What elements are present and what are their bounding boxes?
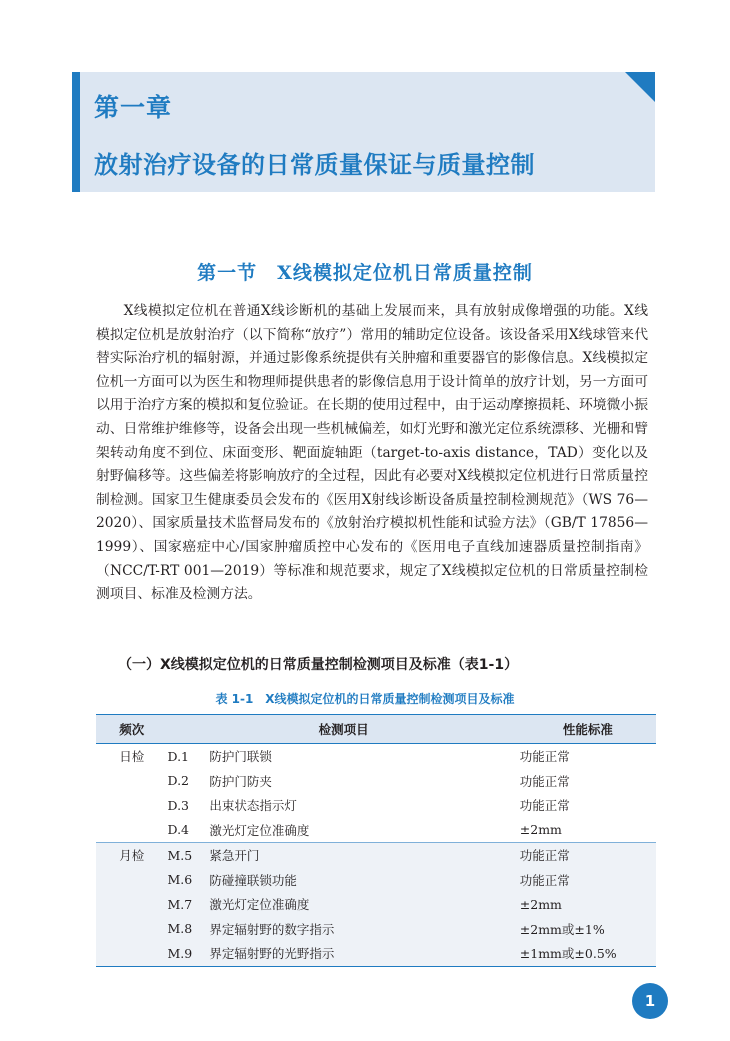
item-cell: 紧急开门 (209, 843, 519, 868)
table-caption: 表 1-1 X线模拟定位机的日常质量控制检测项目及标准 (215, 692, 515, 706)
section-title: 第一节 X线模拟定位机日常质量控制 (197, 262, 533, 284)
subheading: （一）X线模拟定位机的日常质量控制检测项目及标准（表1-1） (118, 657, 519, 673)
code-cell: D.4 (167, 822, 190, 838)
item-cell: 防护门联锁 (209, 744, 519, 769)
code-cell: M.6 (168, 868, 210, 893)
table-row (96, 818, 656, 843)
banner-accent-bar (72, 72, 80, 192)
item-cell: 防碰撞联锁功能 (209, 868, 519, 893)
item-cell: 界定辐射野的光野指示 (209, 941, 519, 966)
table-row (96, 843, 656, 868)
chapter-banner (72, 72, 655, 192)
standard-cell: 功能正常 (519, 773, 570, 789)
item-cell: 出束状态指示灯 (209, 798, 297, 814)
standard-cell: ±1mm或±0.5% (520, 941, 656, 966)
chapter-title: 放射治疗设备的日常质量保证与质量控制 (94, 151, 535, 179)
item-cell: 界定辐射野的数字指示 (209, 917, 519, 942)
table-row (96, 868, 656, 893)
chapter-number: 第一章 (94, 93, 173, 122)
code-cell: D.2 (167, 773, 190, 789)
monthly-group (96, 843, 656, 967)
code-cell: M.7 (168, 892, 210, 917)
table-row (96, 744, 656, 769)
standard-cell: 功能正常 (520, 868, 656, 893)
table-row (96, 941, 656, 966)
standard-cell: ±2mm (519, 822, 562, 838)
table-header-row (96, 715, 656, 744)
table-row (96, 892, 656, 917)
header-standard: 性能标准 (520, 715, 656, 744)
standard-cell: 功能正常 (520, 744, 656, 769)
code-cell: D.3 (167, 797, 190, 813)
standard-cell: 功能正常 (519, 798, 570, 814)
code-cell: D.1 (168, 744, 210, 769)
code-cell: M.5 (168, 843, 210, 868)
freq-cell: 月检 (96, 843, 168, 868)
header-item: 检测项目 (168, 715, 520, 744)
body-paragraph: X线模拟定位机在普通X线诊断机的基础上发展而来，具有放射成像增强的功能。X线模拟定位机是放射治疗（以下简称“放疗”）常用的辅助定位设备。该设备采用X线球管来代替实际治疗机的辐射源，并通过影像系统提供有关肿瘤和重要器官的影像信息。X线模拟定位机一方面可以为医生和物理师提供患者的影像信息用于设计简单的放疗计划，另一方面可以用于治疗方案的模拟和复位验证。在长期的使用过程中，由于运动摩擦损耗、环境微小振动、日常维护维修等，设备会出现一些机械偏差，如灯光野和激光定位系统漂移、光栅和臂架转动角度不到位、床面变形、靶面旋轴距（target-to-axis distance，TAD）变化以及射野偏移等。这些偏差将影响放疗的全过程，因此有必要对X线模拟定位机进行日常质量控制检测。国家卫生健康委员会发布的《医用X射线诊断设备质量控制检测规范》（WS 76—2020）、国家质量技术监督局发布的《放射治疗模拟机性能和试验方法》（GB/T 17856—1999）、国家癌症中心/国家肿瘤质控中心发布的《医用电子直线加速器质量控制指南》（NCC/T-RT 001—2019）等标准和规范要求，规定了X线模拟定位机的日常质量控制检测项目、标准及检测方法。 (96, 303, 648, 603)
qc-table (96, 714, 656, 967)
item-cell: 激光灯定位准确度 (209, 892, 519, 917)
daily-group (96, 744, 656, 843)
code-cell: M.8 (168, 917, 210, 942)
item-cell: 激光灯定位准确度 (209, 822, 310, 838)
code-cell: M.9 (168, 941, 210, 966)
standard-cell: 功能正常 (520, 843, 656, 868)
banner-corner-triangle (625, 72, 655, 102)
freq-cell: 日检 (96, 744, 168, 769)
table-row (96, 793, 656, 818)
table-row (96, 917, 656, 942)
standard-cell: ±2mm (520, 892, 656, 917)
standard-cell: ±2mm或±1% (520, 917, 656, 942)
item-cell: 防护门防夹 (209, 773, 272, 789)
page-number: 1 (632, 983, 668, 1019)
header-frequency: 频次 (96, 715, 168, 744)
table-row (96, 769, 656, 794)
